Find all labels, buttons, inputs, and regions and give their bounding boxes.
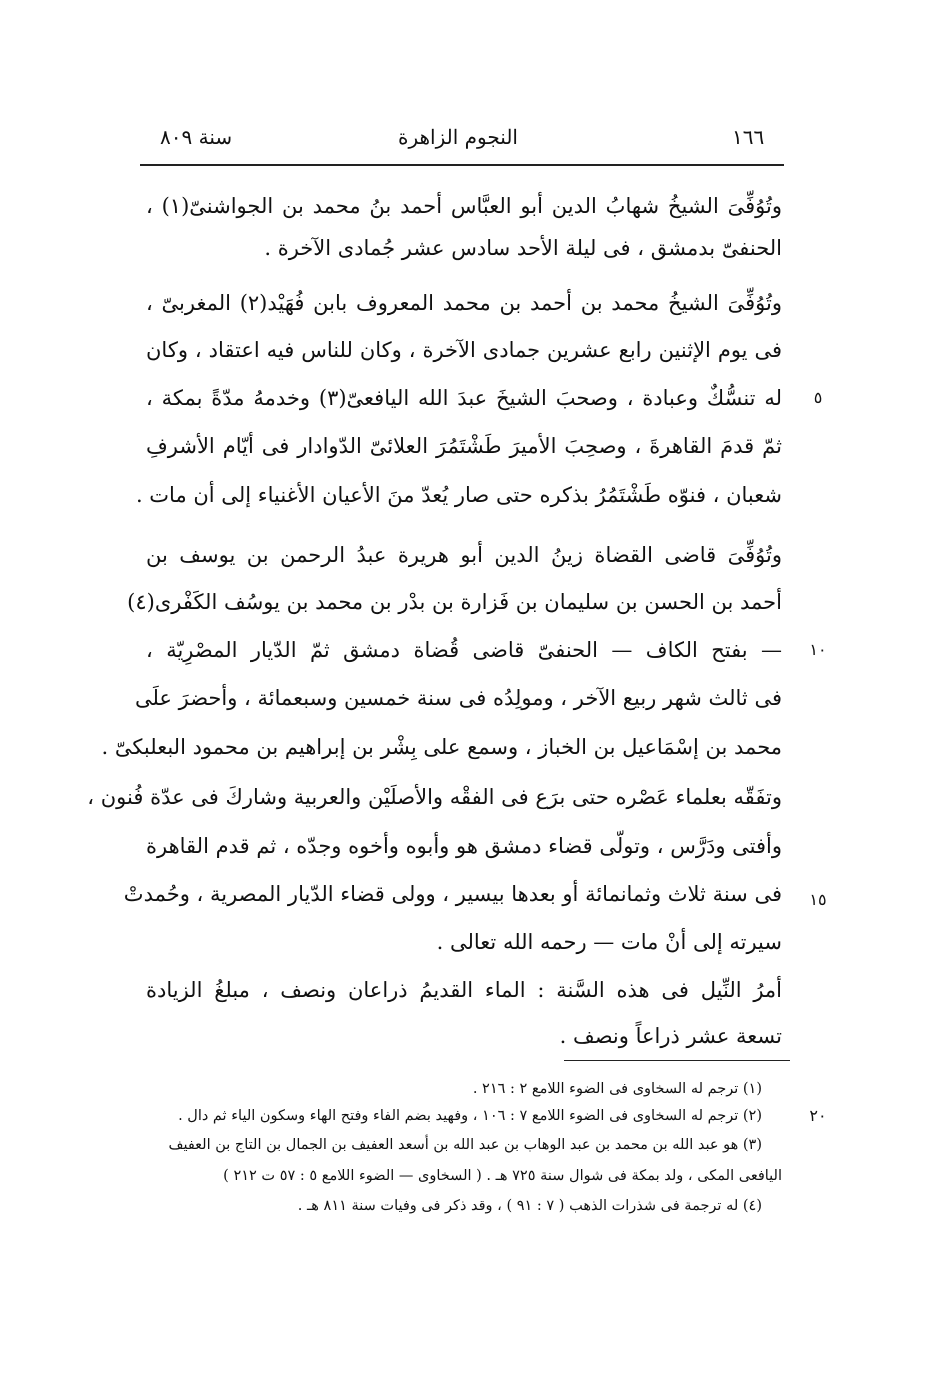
header-rule: [140, 164, 784, 166]
body-line: محمد بن إسْمَاعيل بن الخباز ، وسمع على بِشْر بن إبراهيم بن محمود البعلبكىّ .: [101, 735, 782, 759]
body-line: فى ثالث شهر ربيع الآخر ، ومولِدُه فى سنة خمسين وسبعمائة ، وأحضرَ علَى: [134, 686, 782, 710]
footnote-rule: [564, 1060, 790, 1061]
body-line: وأفتى ودَرَّس ، وتولّى قضاء دمشق هو وأبوه وأخوه وجدّه ، ثم قدم القاهرة: [146, 834, 782, 858]
footnote: (٤) له ترجمة فى شذرات الذهب ( ٧ : ٩١ ) ، وقد ذكر فى وفيات سنة ٨١١ هـ .: [297, 1198, 762, 1214]
body-line: له تنسُّكٌ وعبادة ، وصحبَ الشيخَ عبدَ الله اليافعىّ(٣) وخدمهُ مدّةً بمكة ،: [146, 386, 782, 410]
line-number-15: ١٥: [809, 890, 827, 909]
body-line: أمرُ النِّيل فى هذه السَّنة : الماء القديمُ ذراعان ونصف ، مبلغُ الزيادة: [146, 978, 782, 1002]
footnote: (٣) هو عبد الله بن محمد بن عبد الوهاب بن عبد الله بن أسعد العفيف بن الجمال بن التاج بن العفيف: [168, 1137, 762, 1153]
body-line: تسعة عشر ذراعاً ونصف .: [559, 1024, 782, 1048]
body-line: ثمّ قدمَ القاهرةَ ، وصحِبَ الأميرَ طَشْتَمُرَ العلائىّ الدّوادار فى أيّام الأشرفِ: [146, 434, 782, 458]
body-line: وتفَقّه بعلماء عَصْره حتى برَع فى الفقْه والأصلَيْن والعربية وشاركَ فى عدّة فُنون ،: [87, 785, 782, 809]
line-number-10: ١٠: [809, 640, 827, 659]
body-line: فى سنة ثلاث وثمانمائة أو بعدها بيسير ، وولى قضاء الدّيار المصرية ، وحُمدتْ: [123, 882, 782, 906]
body-line: — بفتح الكاف — الحنفىّ قاضى قُضاة دمشق ثمّ الدّيار المصْرِيّة ،: [146, 638, 782, 662]
page-number: ١٦٦: [732, 125, 765, 149]
running-title: النجوم الزاهرة: [398, 125, 518, 149]
line-number-20: ٢٠: [809, 1106, 827, 1125]
body-line: فى يوم الإثنين رابع عشرين جمادى الآخرة ، وكان للناس فيه اعتقاد ، وكان: [146, 338, 782, 362]
body-line: شعبان ، فنوّه طَشْتَمُرُ بذكره حتى صار يُعدّ منَ الأعيان الأغنياء إلى أن مات .: [135, 483, 782, 507]
body-line: سيرته إلى أنْ مات — رحمه الله تعالى .: [436, 930, 782, 954]
body-line: أحمد بن الحسن بن سليمان بن فَزارة بن بدْر بن محمد بن يوسُف الكَفْرى(٤): [127, 590, 782, 614]
footnote: (٢) ترجم له السخاوى فى الضوء اللامع ٧ : ١٠٦ ، وفهيد بضم الفاء وفتح الهاء وسكون الياء ثم دال .: [178, 1108, 762, 1124]
body-line: وتُوُفِّىَ الشيخُ شهابُ الدين أبو العبَّاس أحمد بنُ محمد بن الجواشنىّ(١) ،: [146, 194, 782, 218]
footnote: (١) ترجم له السخاوى فى الضوء اللامع ٢ : ٢١٦ .: [472, 1081, 762, 1097]
footnote-continuation: اليافعى المكى ، ولد بمكة فى شوال سنة ٧٢٥ هـ . ( السخاوى — الضوء اللامع ٥ : ٥٧ ت ٢١٢ ): [223, 1168, 782, 1184]
running-year: سنة ٨٠٩: [160, 125, 233, 149]
body-line: الحنفىّ بدمشق ، فى ليلة الأحد سادس عشر جُمادى الآخرة .: [264, 236, 782, 260]
body-line: وتُوُفِّىَ الشيخُ محمد بن أحمد بن محمد المعروف بابن فُهَيْد(٢) المغربىّ ،: [146, 291, 782, 315]
body-line: وتُوُفِّىَ قاضى القضاة زينُ الدين أبو هريرة عبدُ الرحمن بن يوسف بن: [146, 543, 782, 567]
line-number-5: ٥: [813, 388, 823, 407]
